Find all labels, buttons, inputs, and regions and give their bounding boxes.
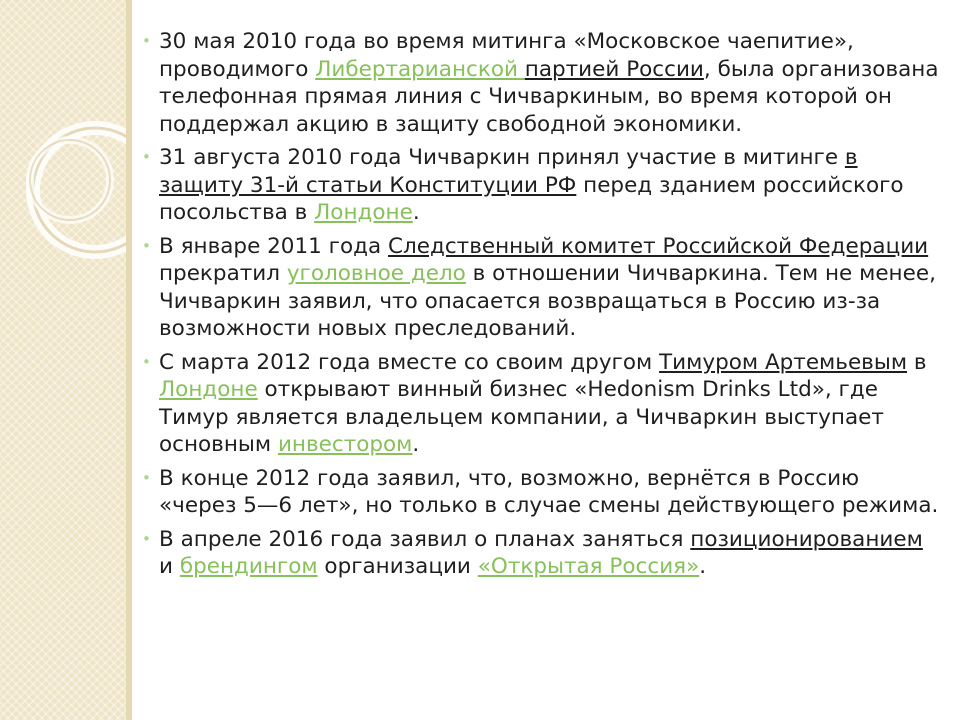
hyperlink[interactable]: партией России (524, 56, 704, 82)
hyperlink[interactable]: Лондоне (159, 377, 258, 402)
list-item (142, 349, 942, 459)
item-text: . (412, 200, 420, 225)
item-text: В январе 2011 года (159, 233, 389, 259)
item-text: прекратил (159, 261, 287, 286)
hyperlink[interactable]: «Открытая Россия» (477, 554, 700, 579)
item-text: организации (317, 554, 478, 579)
bullet-icon: • (142, 352, 151, 371)
list-item (142, 144, 942, 227)
hyperlink[interactable]: Тимуром Артемьевым (659, 349, 908, 375)
item-text: 30 мая 2010 года во время митинга «Московское чаепитие», проводимого (159, 29, 854, 82)
hyperlink[interactable]: Следственный комитет Российской Федерации (388, 233, 929, 259)
item-text: . (412, 432, 420, 457)
item-text: и (159, 554, 180, 579)
hyperlink[interactable]: инвестором (277, 432, 413, 457)
list-item (142, 465, 942, 520)
item-text: , была организована телефонная прямая линия с Чичваркиным, во время которой он поддержал акцию в защиту свободной экономики. (159, 56, 939, 137)
bullet-icon: • (142, 468, 151, 487)
bullet-list (142, 28, 942, 587)
item-text: открывают винный бизнес «Hedonism Drinks Ltd», где Тимур является владельцем компании, а Чичваркин выступает основным (159, 377, 884, 457)
bullet-icon: • (142, 529, 151, 548)
rings-ornament-icon (0, 0, 126, 720)
item-text: в отношении Чичваркина. Тем не менее, Чичваркин заявил, что опасается возвращаться в Россию из-за возможности новых преследований. (159, 261, 936, 341)
decorative-left-panel (0, 0, 126, 720)
item-text: перед зданием российского посольства в (159, 172, 904, 225)
bullet-icon: • (142, 148, 151, 166)
list-item (142, 233, 942, 343)
item-text: 31 августа 2010 года Чичваркин принял участие в митинге (159, 145, 845, 170)
item-text: С марта 2012 года вместе со своим другом (159, 349, 660, 375)
hyperlink[interactable]: позиционированием (690, 526, 923, 552)
hyperlink[interactable]: уголовное дело (286, 261, 466, 286)
hyperlink[interactable]: Лондоне (314, 200, 413, 225)
hyperlink[interactable]: брендингом (179, 554, 318, 579)
item-text: в (907, 349, 927, 375)
item-text: В конце 2012 года заявил, что, возможно, вернётся в Россию «через 5—6 лет», но только в случае смены действующего режима. (159, 465, 939, 518)
hyperlink[interactable]: Либертарианской (315, 56, 525, 82)
item-text: В апреле 2016 года заявил о планах заняться (159, 526, 691, 552)
list-item (142, 28, 942, 138)
panel-divider (126, 0, 132, 720)
item-text: . (699, 554, 707, 579)
hyperlink[interactable]: в защиту 31-й статьи Конституции РФ (159, 145, 858, 198)
bullet-icon: • (142, 236, 151, 255)
bullet-icon: • (142, 32, 151, 50)
list-item (142, 526, 942, 581)
